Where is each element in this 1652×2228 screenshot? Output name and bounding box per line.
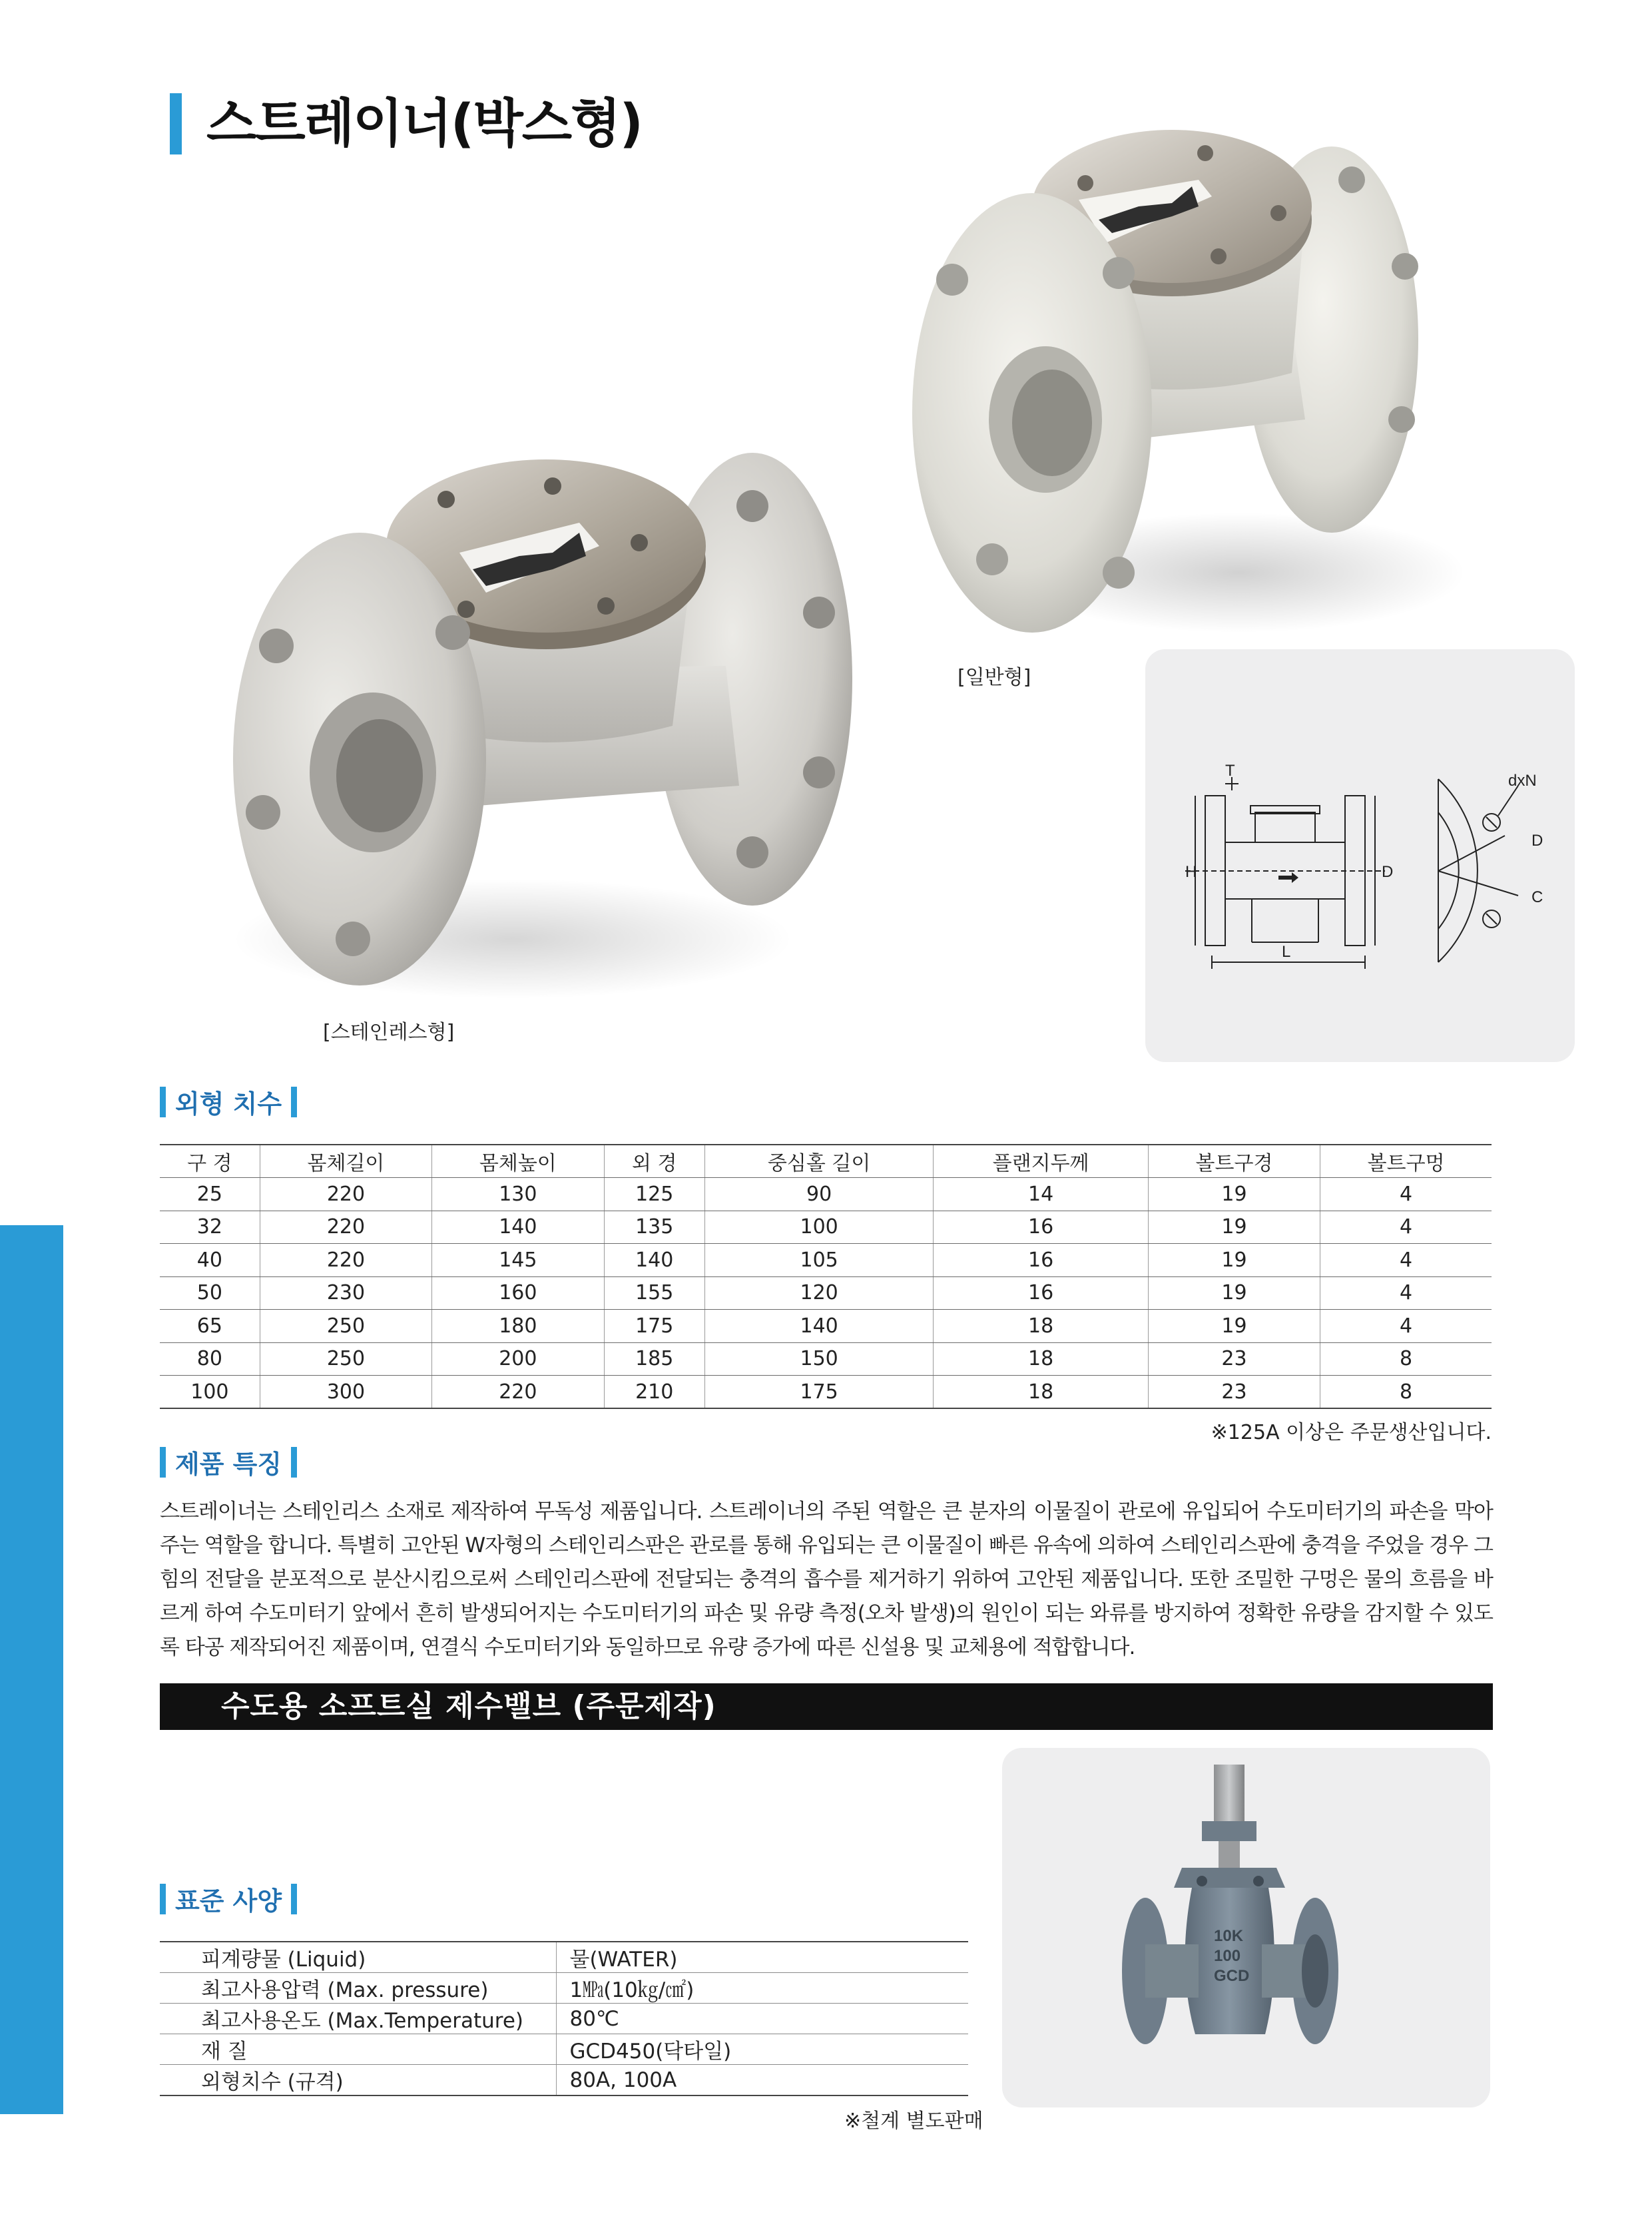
table-cell: 90 [704,1178,933,1211]
diagram-label-h: H [1185,863,1197,881]
table-cell: 135 [604,1211,704,1244]
dimensions-heading [160,1083,297,1120]
valve-marking-10k: 10K [1214,1927,1244,1945]
dimension-diagram-panel [1145,649,1575,1062]
table-cell: 155 [604,1276,704,1310]
column-header: 몸체높이 [432,1145,604,1178]
spec-heading [160,1880,297,1917]
page-title: 스트레이너(박스형) [206,94,643,154]
table-cell: 19 [1148,1310,1320,1343]
caption-stainless-type: [스테인레스형] [323,1021,455,1044]
table-cell: 4 [1320,1178,1492,1211]
table-cell: 220 [260,1244,431,1277]
table-cell: 19 [1148,1178,1320,1211]
table-cell: 300 [260,1376,431,1409]
heading-bar-right [291,1087,297,1117]
spec-value: 80A, 100A [556,2065,968,2096]
diagram-label-c: C [1531,888,1543,906]
stainless-strainer-photo [180,413,886,1012]
table-cell: 4 [1320,1310,1492,1343]
dimension-diagram [1145,649,1575,1062]
spec-value: 물(WATER) [556,1942,968,1973]
table-cell: 8 [1320,1376,1492,1409]
column-header: 플랜지두께 [934,1145,1148,1178]
diagram-label-d-circle: D [1531,832,1543,850]
table-row [160,1310,1492,1343]
spec-heading-text: 표준 사양 [175,1886,282,1916]
valve-marking-gcd: GCD [1214,1967,1250,1985]
table-cell: 150 [704,1342,933,1376]
table-cell: 180 [432,1310,604,1343]
valve-section-banner [160,1683,1493,1730]
spec-key: 최고사용온도 (Max.Temperature) [160,2004,556,2034]
spec-value: GCD450(닥타일) [556,2034,968,2065]
table-cell: 230 [260,1276,431,1310]
table-cell: 250 [260,1310,431,1343]
table-row [160,1211,1492,1244]
dimensions-heading-text: 외형 치수 [175,1089,282,1119]
table-cell: 125 [604,1178,704,1211]
spec-table [160,1941,968,2096]
table-row [160,1942,968,1973]
valve-section-title: 수도용 소프트실 제수밸브 (주문제작) [221,1689,716,1723]
table-row [160,1973,968,2004]
table-cell: 220 [432,1376,604,1409]
table-cell: 65 [160,1310,260,1343]
table-cell: 8 [1320,1342,1492,1376]
diagram-label-t: T [1225,762,1235,780]
table-row [160,1178,1492,1211]
table-cell: 19 [1148,1211,1320,1244]
table-header-row [160,1145,1492,1178]
table-cell: 18 [934,1376,1148,1409]
table-cell: 185 [604,1342,704,1376]
table-cell: 16 [934,1244,1148,1277]
table-cell: 80 [160,1342,260,1376]
table-cell: 19 [1148,1276,1320,1310]
table-cell: 18 [934,1342,1148,1376]
table-cell: 175 [704,1376,933,1409]
table-cell: 140 [604,1244,704,1277]
table-cell: 220 [260,1211,431,1244]
table-cell: 210 [604,1376,704,1409]
spec-note: ※철계 별도판매 [844,2109,983,2133]
table-cell: 23 [1148,1376,1320,1409]
table-cell: 16 [934,1211,1148,1244]
table-row [160,2034,968,2065]
column-header: 중심홀 길이 [704,1145,933,1178]
spec-key: 최고사용압력 (Max. pressure) [160,1973,556,2004]
heading-bar-right [291,1884,297,1914]
table-cell: 25 [160,1178,260,1211]
table-row [160,1244,1492,1277]
table-cell: 105 [704,1244,933,1277]
table-cell: 4 [1320,1211,1492,1244]
table-cell: 4 [1320,1276,1492,1310]
table-row [160,1376,1492,1409]
table-cell: 160 [432,1276,604,1310]
table-cell: 200 [432,1342,604,1376]
dimensions-note: ※125A 이상은 주문생산입니다. [1211,1421,1492,1444]
column-header: 몸체길이 [260,1145,431,1178]
spec-value: 80℃ [556,2004,968,2034]
table-cell: 40 [160,1244,260,1277]
dimensions-table [160,1144,1492,1409]
gate-valve-photo [1002,1748,1490,2107]
table-cell: 19 [1148,1244,1320,1277]
column-header: 구 경 [160,1145,260,1178]
column-header: 볼트구경 [1148,1145,1320,1178]
features-heading [160,1444,297,1480]
features-paragraph: 스트레이너는 스테인리스 소재로 제작하여 무독성 제품입니다. 스트레이너의 주된 역할은 큰 분자의 이물질이 관로에 유입되어 수도미터기의 파손을 막아주는 역할을 합니다. 특별히 고안된 W자형의 스테인리스판은 관로를 통해 유입되는 큰 이물질이 빠른 유속에 의하여 스테인리스판에 충격을 주었을 경우 그 힘의 전달을 분포적으로 분산시킴으로써 스테인리스판에 전달되는 충격의 흡수를 제거하기 위하여 고안된 제품입니다. 또한 조밀한 구멍은 물의 흐름을 바르게 하여 수도미터기 앞에서 흔히 발생되어지는 수도미터기의 파손 및 유량 측정(오차 발생)의 원인이 되는 와류를 방지하여 정확한 유량을 감지할 수 있도록 타공 제작되어진 제품이며, 연결식 수도미터기와 동일하므로 유량 증가에 따른 신설용 및 교체용에 적합합니다. [160,1500,1493,1659]
features-heading-text: 제품 특징 [175,1450,282,1479]
diagram-label-dxn: dxN [1508,772,1537,790]
table-cell: 100 [704,1211,933,1244]
table-cell: 250 [260,1342,431,1376]
caption-general-type: [일반형] [958,666,1031,689]
spec-key: 외형치수 (규격) [160,2065,556,2096]
column-header: 외 경 [604,1145,704,1178]
table-cell: 145 [432,1244,604,1277]
side-accent-bar [0,1225,63,2114]
heading-bar-left [160,1447,166,1478]
valve-marking-100: 100 [1214,1947,1241,1965]
diagram-label-d: D [1382,863,1394,881]
spec-key: 피계량물 (Liquid) [160,1942,556,1973]
table-cell: 140 [704,1310,933,1343]
table-cell: 18 [934,1310,1148,1343]
table-cell: 220 [260,1178,431,1211]
table-cell: 4 [1320,1244,1492,1277]
heading-bar-right [291,1447,297,1478]
diagram-label-l: L [1282,943,1291,961]
general-strainer-photo [826,107,1478,653]
heading-bar-left [160,1087,166,1117]
table-cell: 120 [704,1276,933,1310]
spec-key: 재 질 [160,2034,556,2065]
column-header: 볼트구멍 [1320,1145,1492,1178]
table-row [160,2065,968,2096]
table-cell: 50 [160,1276,260,1310]
table-row [160,1342,1492,1376]
heading-bar-left [160,1884,166,1914]
table-cell: 175 [604,1310,704,1343]
title-accent-mark [170,93,182,154]
table-cell: 32 [160,1211,260,1244]
table-cell: 16 [934,1276,1148,1310]
table-row [160,1276,1492,1310]
table-cell: 130 [432,1178,604,1211]
table-row [160,2004,968,2034]
spec-value: 1㎫(10㎏/㎠) [556,1973,968,2004]
table-cell: 14 [934,1178,1148,1211]
table-cell: 140 [432,1211,604,1244]
valve-photo-panel [1002,1748,1490,2107]
table-cell: 100 [160,1376,260,1409]
table-cell: 23 [1148,1342,1320,1376]
